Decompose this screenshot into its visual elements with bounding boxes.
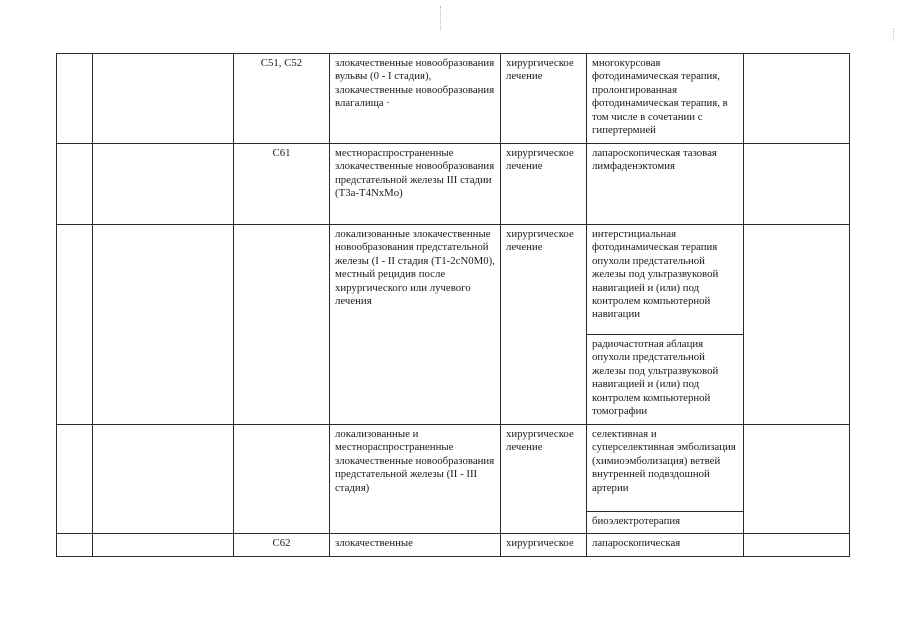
icd-code-cell: C51, C52: [234, 54, 330, 144]
condition-cell: местнораспространенные злокачественные новообразования предстательной железы III стадии (T3a-T4NxMo): [330, 144, 501, 225]
treatment-type-cell: хирургическое лечение: [501, 225, 587, 425]
row-number-cell: [57, 425, 93, 534]
method-cell: селективная и суперселективная эмболизация (химиоэмболизация) ветвей внутренней подвздошной артерии: [587, 425, 744, 512]
icd-code-cell: C62: [234, 534, 330, 557]
group-name-cell: [93, 54, 234, 144]
row-number-cell: [57, 144, 93, 225]
method-cell: радиочастотная аблация опухоли предстательной железы под ультразвуковой навигацией и (или) под контролем компьютерной томографии: [587, 335, 744, 425]
method-cell: многокурсовая фотодинамическая терапия, пролонгированная фотодинамическая терапия, в том числе в сочетании с гипертермией: [587, 54, 744, 144]
method-cell: лапароскопическая: [587, 534, 744, 557]
cost-cell: [744, 144, 850, 225]
condition-cell: злокачественные: [330, 534, 501, 557]
table-row: [57, 225, 850, 335]
cost-cell: [744, 425, 850, 534]
row-number-cell: [57, 54, 93, 144]
table-row: [57, 54, 850, 144]
icd-code-cell: [234, 425, 330, 534]
treatment-type-cell: хирургическое лечение: [501, 144, 587, 225]
page-fold-mark: [440, 6, 441, 30]
row-number-cell: [57, 225, 93, 425]
scan-edge-mark: [893, 28, 897, 42]
table-row: [57, 144, 850, 225]
condition-cell: локализованные злокачественные новообразования предстательной железы (I - II стадия (T1-2cN0M0), местный рецидив после хирургического или лучевого лечения: [330, 225, 501, 425]
medical-procedures-table: [56, 53, 850, 557]
treatment-type-cell: хирургическое лечение: [501, 425, 587, 534]
table-row: [57, 534, 850, 557]
row-number-cell: [57, 534, 93, 557]
condition-cell: локализованные и местнораспространенные злокачественные новообразования предстательной железы (II - III стадия): [330, 425, 501, 534]
group-name-cell: [93, 425, 234, 534]
cost-cell: [744, 225, 850, 425]
icd-code-cell: [234, 225, 330, 425]
method-cell: лапароскопическая тазовая лимфаденэктомия: [587, 144, 744, 225]
group-name-cell: [93, 144, 234, 225]
icd-code-cell: C61: [234, 144, 330, 225]
method-cell: интерстициальная фотодинамическая терапия опухоли предстательной железы под ультразвуковой навигацией и (или) под контролем компьютерной навигации: [587, 225, 744, 335]
treatment-type-cell: хирургическое лечение: [501, 54, 587, 144]
group-name-cell: [93, 225, 234, 425]
cost-cell: [744, 534, 850, 557]
condition-cell: злокачественные новообразования вульвы (0 - I стадия), злокачественные новообразования влагалища ·: [330, 54, 501, 144]
table-row: [57, 425, 850, 512]
treatment-type-cell: хирургическое: [501, 534, 587, 557]
group-name-cell: [93, 534, 234, 557]
cost-cell: [744, 54, 850, 144]
method-cell: биоэлектротерапия: [587, 512, 744, 534]
